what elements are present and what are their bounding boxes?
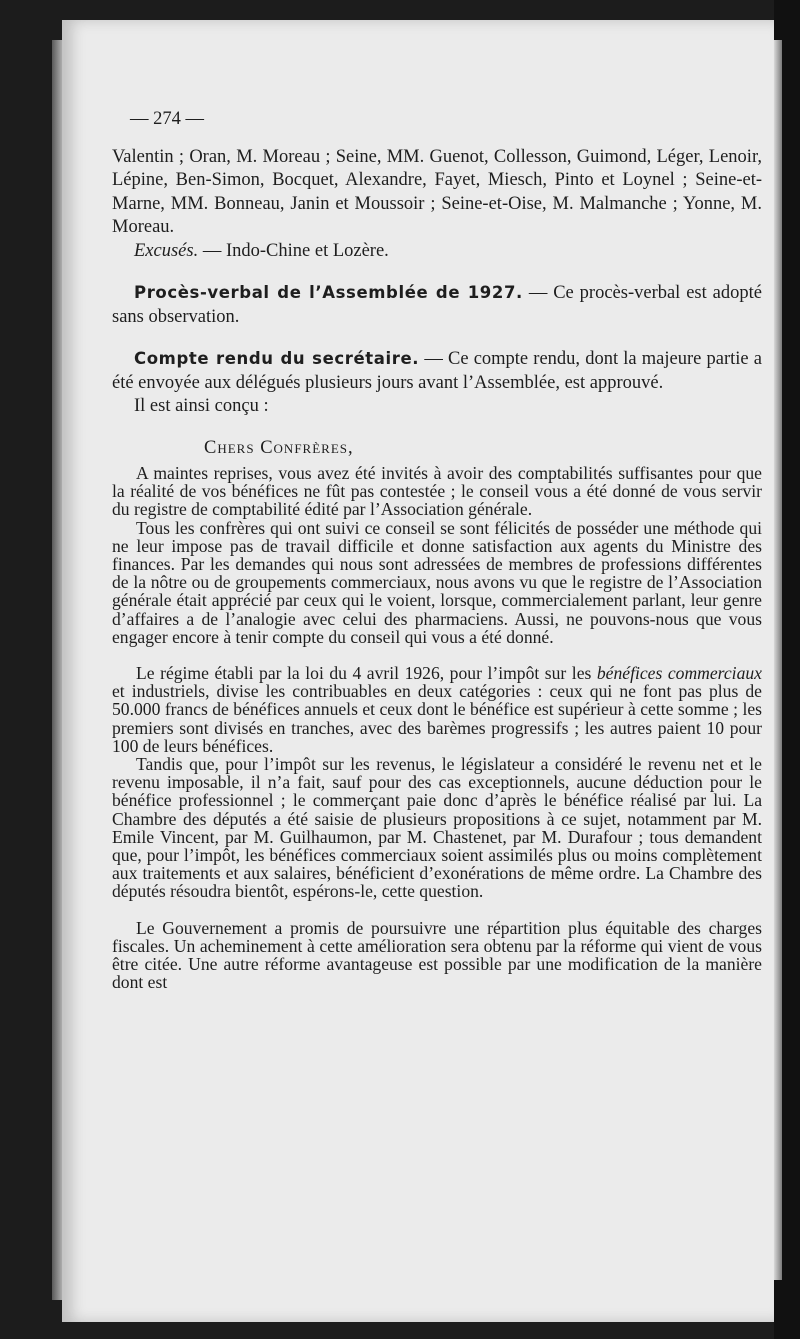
compte-rendu-heading: Compte rendu du secrétaire. <box>134 349 420 368</box>
attendance-text: Valentin ; Oran, M. Moreau ; Seine, MM. Guenot, Collesson, Guimond, Léger, Lenoir, Lépine, Ben-Simon, Bocquet, Alexandre, Fayet, Miesch, Pinto et Loynel ; Seine-et-Marne, MM. Bonneau, Janin et Moussoir ; Seine-et-Oise, M. Malmanche ; Yonne, M. Moreau. <box>112 146 762 237</box>
excuses-text: — Indo-Chine et Lozère. <box>198 240 389 261</box>
pv-text: — Ce procès-verbal est adopté sans observation. <box>112 283 762 327</box>
report-paragraph-2: Tous les confrères qui ont suivi ce conseil se sont félicités de posséder une méthode qui ne leur impose pas de travail difficile et donne satisfaction aux agents du Ministre des finances. Par les demandes qui nous sont adressées de membres de professions différentes de la nôtre ou de groupements commerciaux, nous avons vu que le registre de l’Association générale était apprécié par ceux qui le voient, lorsque, commercialement parlant, leur genre d’affaires a de l’analogie avec celui des pharmaciens. Aussi, ne pouvons-nous que vous engager encore à tenir compte du conseil qui vous a été donné. <box>112 517 762 647</box>
report-paragraph-3 <box>112 664 762 755</box>
compte-rendu-text: — Ce compte rendu, dont la majeure partie a été envoyée aux délégués plusieurs jours avant l’Assemblée, est approuvé. <box>112 349 762 393</box>
concu-line: Il est ainsi conçu : <box>134 396 269 416</box>
excuses-label: Excusés. <box>134 240 199 261</box>
report-p3-italic: bénéfices commerciaux <box>596 663 762 684</box>
page-text <box>112 108 762 991</box>
salutation-first: Chers <box>204 437 255 458</box>
report-paragraph-4: Tandis que, pour l’impôt sur les revenus, le législateur a considéré le revenu net et le revenu imposable, il n’a fait, sauf pour des cas exceptionnels, aucune déduction pour le bénéfice professionnel ; le commerçant paie donc d’après le bénéfice réalisé par lui. La Chambre des députés a été saisie de plusieurs propositions à ce sujet, notamment par M. Emile Vincent, par M. Guilhaumon, par M. Chastenet, par M. Durafour ; tous demandent que, pour l’impôt, les bénéfices commerciaux soient assimilés plus ou moins complètement aux traitements et aux salaires, bénéficient d’exonérations de même ordre. La Chambre des députés résoudra bientôt, espérons-le, cette question. <box>112 754 762 902</box>
attendance-paragraph <box>112 146 762 240</box>
report-body <box>112 464 762 991</box>
right-page-edge <box>774 0 800 1339</box>
page-number: — 274 — <box>130 109 204 129</box>
report-p3-end: et industriels, divise les contribuables en deux catégories : ceux qui ne font pas plus de 50.000 francs de bénéfices annuels et ceux dont le bénéfice est supérieur à cette somme ; les premiers sont divisés en tranches, avec des barèmes progressifs ; les autres paient 10 pour 100 de leurs bénéfices. <box>112 681 762 756</box>
compte-rendu-paragraph <box>112 347 762 395</box>
salutation <box>112 437 762 461</box>
excuses-paragraph <box>112 240 762 264</box>
report-paragraph-1: A maintes reprises, vous avez été invités à avoir des comptabilités suffisantes pour que la réalité de vos bénéfices ne fût pas contestée ; le conseil vous a été donné de vous servir du registre de comptabilité édité par l’Association générale. <box>112 463 762 520</box>
report-p3-start: Le régime établi par la loi du 4 avril 1926, pour l’impôt sur les <box>136 663 597 684</box>
pv-heading: Procès-verbal de l’Assemblée de 1927. <box>134 283 523 302</box>
pv-paragraph <box>112 281 762 329</box>
salutation-second: Confrères, <box>260 437 354 458</box>
report-paragraph-5: Le Gouvernement a promis de poursuivre une répartition plus équitable des charges fiscales. Un acheminement à cette amélioration sera obtenu par la réforme qui vient de vous être citée. Une autre réforme avantageuse est possible par une modification de la manière dont est <box>112 917 762 993</box>
